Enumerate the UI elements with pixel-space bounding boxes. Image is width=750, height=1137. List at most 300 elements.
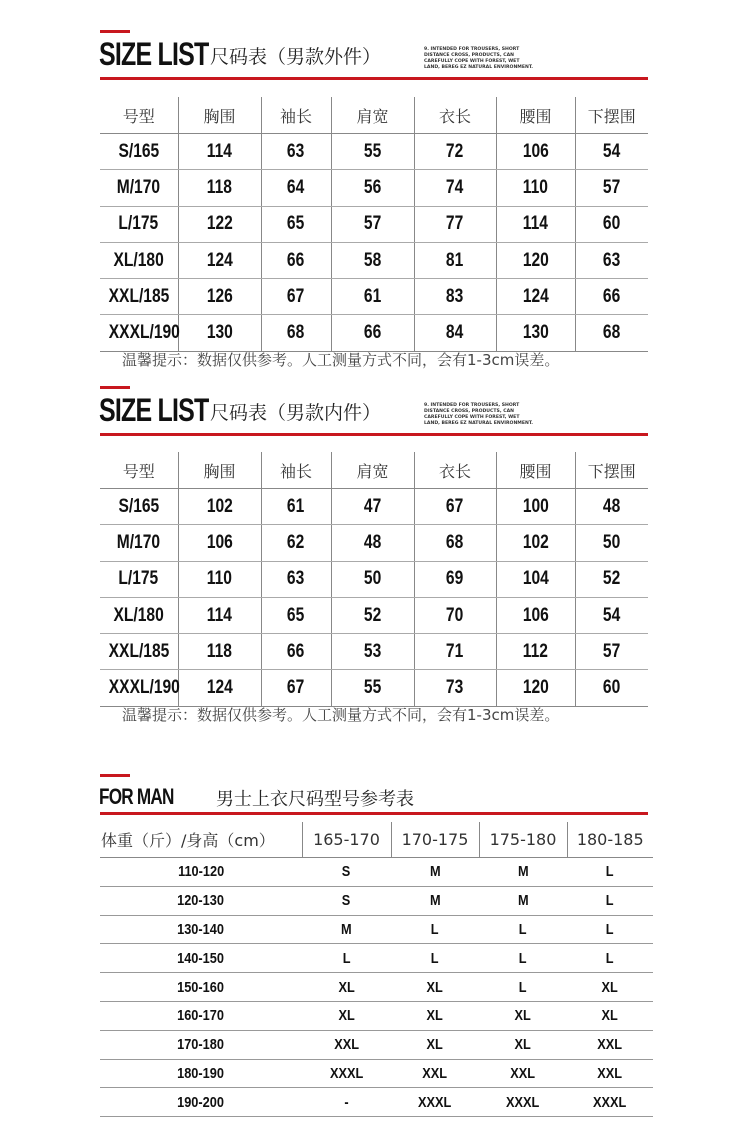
cell-value: XL <box>601 978 619 996</box>
cell-value: L <box>606 892 614 910</box>
men-reference-table <box>100 822 653 1117</box>
table-row <box>100 1030 653 1059</box>
table-cell <box>575 242 648 278</box>
table-cell <box>261 134 331 170</box>
cell-value: 54 <box>603 604 621 626</box>
column-header: 肩宽 <box>331 97 414 134</box>
table-cell <box>567 915 653 944</box>
row-label-cell <box>100 944 302 973</box>
table-cell <box>567 1030 653 1059</box>
cell-value: L <box>606 949 614 967</box>
table-cell <box>496 634 575 670</box>
cell-value: 63 <box>287 568 305 590</box>
table-cell <box>391 973 479 1002</box>
cell-value: XXXL/190 <box>108 677 180 699</box>
table-cell <box>331 315 414 351</box>
table-cell <box>414 242 496 278</box>
cell-value: L <box>519 949 527 967</box>
table-row <box>100 973 653 1002</box>
cell-value: XXL/185 <box>108 285 170 307</box>
table-cell <box>567 858 653 887</box>
table-cell <box>414 489 496 525</box>
row-label-cell <box>100 206 178 242</box>
table-cell <box>479 858 567 887</box>
table-cell <box>496 242 575 278</box>
cell-value: 130 <box>522 322 549 344</box>
cell-value: XL <box>514 1036 532 1054</box>
cell-value: 102 <box>206 495 233 517</box>
cell-value: 67 <box>287 677 305 699</box>
cell-value: 124 <box>206 677 233 699</box>
table-cell <box>496 597 575 633</box>
cell-value: S <box>342 892 351 910</box>
cell-value: XL/180 <box>113 604 164 626</box>
table-cell <box>178 561 261 597</box>
cell-value: 70 <box>446 604 464 626</box>
table-cell <box>261 489 331 525</box>
table-cell <box>178 597 261 633</box>
cell-value: 69 <box>446 568 464 590</box>
table-cell <box>261 170 331 206</box>
cell-value: 118 <box>206 640 233 662</box>
cell-value: XL <box>426 978 444 996</box>
cell-value: 102 <box>522 531 549 553</box>
table-cell <box>391 886 479 915</box>
table-cell <box>567 944 653 973</box>
cell-value: XXXL <box>593 1093 627 1111</box>
section-brand: FOR MAN <box>99 784 174 809</box>
table-cell <box>302 886 391 915</box>
table-cell <box>391 1088 479 1117</box>
cell-value: L <box>519 920 527 938</box>
table-cell <box>261 242 331 278</box>
table-cell <box>178 242 261 278</box>
cell-value: 58 <box>363 249 382 271</box>
table-cell <box>178 315 261 351</box>
cell-value: XXXL/190 <box>108 322 180 344</box>
cell-value: L <box>606 863 614 881</box>
row-label-cell <box>100 525 178 561</box>
cell-value: XL <box>601 1007 619 1025</box>
table-cell <box>414 170 496 206</box>
table-cell <box>331 489 414 525</box>
table-cell <box>331 206 414 242</box>
column-header: 腰围 <box>496 97 575 134</box>
column-header: 袖长 <box>261 97 331 134</box>
cell-value: 150-160 <box>177 978 225 996</box>
table-cell <box>414 206 496 242</box>
cell-value: 120 <box>522 677 549 699</box>
size-table-inner <box>100 452 648 707</box>
cell-value: 71 <box>446 640 464 662</box>
accent-bar <box>100 386 130 389</box>
cell-value: 55 <box>363 140 382 162</box>
row-label-cell <box>100 634 178 670</box>
red-rule <box>100 433 648 436</box>
table-cell <box>178 489 261 525</box>
cell-value: L/175 <box>118 213 159 235</box>
cell-value: 110 <box>206 568 233 590</box>
cell-value: 68 <box>603 322 621 344</box>
table-row <box>100 1088 653 1117</box>
table-cell <box>414 279 496 315</box>
cell-value: 60 <box>603 213 621 235</box>
cell-value: 72 <box>446 140 464 162</box>
cell-value: XL <box>426 1036 444 1054</box>
table-row <box>100 489 648 525</box>
column-header: 体重（斤）/身高（cm） <box>100 822 302 858</box>
table-cell <box>331 670 414 706</box>
cell-value: M <box>429 892 441 910</box>
table-cell <box>479 1001 567 1030</box>
row-label-cell <box>100 597 178 633</box>
table-cell <box>479 1088 567 1117</box>
row-label-cell <box>100 1088 302 1117</box>
cell-value: 47 <box>363 495 382 517</box>
fine-print: 9. INTENDED FOR TROUSERS, SHORT DISTANCE CROSS, PRODUCTS, CAN CAREFULLY COPE WITH FOREST, WET LAND, BEREG EZ NATURAL ENVIRONMENT. <box>424 403 534 426</box>
table-row <box>100 315 648 351</box>
table-cell <box>302 944 391 973</box>
row-label-cell <box>100 170 178 206</box>
cell-value: 50 <box>603 531 621 553</box>
cell-value: 100 <box>522 495 549 517</box>
cell-value: 61 <box>287 495 305 517</box>
cell-value: 74 <box>446 176 464 198</box>
column-header: 袖长 <box>261 452 331 489</box>
column-header: 衣长 <box>414 452 496 489</box>
table-row <box>100 206 648 242</box>
table-cell <box>567 1059 653 1088</box>
table-cell <box>178 279 261 315</box>
table-cell <box>391 944 479 973</box>
row-label-cell <box>100 670 178 706</box>
cell-value: 57 <box>363 213 382 235</box>
cell-value: S <box>342 863 351 881</box>
table-row <box>100 134 648 170</box>
cell-value: XXXL <box>506 1093 540 1111</box>
cell-value: 126 <box>206 285 233 307</box>
table-cell <box>178 206 261 242</box>
table-cell <box>331 242 414 278</box>
cell-value: 83 <box>446 285 464 307</box>
cell-value: 66 <box>363 322 382 344</box>
cell-value: XL <box>338 978 355 996</box>
table-cell <box>414 315 496 351</box>
table-cell <box>575 670 648 706</box>
cell-value: 81 <box>446 249 464 271</box>
table-cell <box>331 597 414 633</box>
cell-value: 50 <box>363 568 382 590</box>
table-cell <box>302 1001 391 1030</box>
cell-value: 64 <box>287 176 305 198</box>
cell-value: XXL <box>422 1064 448 1082</box>
cell-value: 73 <box>446 677 464 699</box>
cell-value: 160-170 <box>177 1007 225 1025</box>
cell-value: 106 <box>206 531 233 553</box>
table-row <box>100 1001 653 1030</box>
measurement-note: 温馨提示：数据仅供参考。人工测量方式不同，会有1-3cm误差。 <box>122 351 560 369</box>
cell-value: 130 <box>206 322 233 344</box>
row-label-cell <box>100 915 302 944</box>
cell-value: 114 <box>206 604 233 626</box>
table-cell <box>178 634 261 670</box>
cell-value: - <box>344 1093 349 1111</box>
cell-value: 48 <box>603 495 621 517</box>
cell-value: 120-130 <box>177 892 225 910</box>
cell-value: L <box>519 978 527 996</box>
cell-value: 114 <box>206 140 233 162</box>
cell-value: 77 <box>446 213 464 235</box>
row-label-cell <box>100 489 178 525</box>
table-cell <box>479 973 567 1002</box>
table-cell <box>178 525 261 561</box>
table-cell <box>575 561 648 597</box>
table-cell <box>496 561 575 597</box>
cell-value: 106 <box>522 140 549 162</box>
section-subtitle: 尺码表（男款外件） <box>210 46 382 68</box>
table-row <box>100 915 653 944</box>
cell-value: 112 <box>522 640 549 662</box>
table-row <box>100 634 648 670</box>
column-header: 180-185 <box>567 822 653 858</box>
table-row <box>100 561 648 597</box>
cell-value: 110-120 <box>177 863 225 881</box>
cell-value: L/175 <box>118 568 159 590</box>
table-cell <box>575 206 648 242</box>
cell-value: 67 <box>446 495 464 517</box>
cell-value: 84 <box>446 322 464 344</box>
table-cell <box>331 170 414 206</box>
table-cell <box>567 886 653 915</box>
table-cell <box>391 1001 479 1030</box>
table-cell <box>575 525 648 561</box>
table-row <box>100 1059 653 1088</box>
table-cell <box>178 134 261 170</box>
table-row <box>100 242 648 278</box>
cell-value: L <box>606 920 614 938</box>
table-cell <box>575 279 648 315</box>
cell-value: 120 <box>522 249 549 271</box>
cell-value: 130-140 <box>177 920 225 938</box>
table-row <box>100 670 648 706</box>
table-cell <box>479 1059 567 1088</box>
column-header: 号型 <box>100 452 178 489</box>
table-cell <box>261 525 331 561</box>
table-cell <box>414 634 496 670</box>
table-cell <box>302 858 391 887</box>
table-cell <box>261 670 331 706</box>
cell-value: XXL <box>510 1064 536 1082</box>
table-row <box>100 858 653 887</box>
table-cell <box>575 170 648 206</box>
cell-value: 114 <box>522 213 549 235</box>
section-subtitle: 男士上衣尺码型号参考表 <box>216 789 414 810</box>
cell-value: XXXL <box>418 1093 452 1111</box>
cell-value: XXL <box>334 1036 359 1054</box>
table-cell <box>261 206 331 242</box>
table-cell <box>414 597 496 633</box>
cell-value: XXL <box>597 1064 623 1082</box>
cell-value: 110 <box>522 176 549 198</box>
column-header: 下摆围 <box>575 97 648 134</box>
cell-value: 62 <box>287 531 305 553</box>
table-cell <box>496 525 575 561</box>
table-cell <box>261 315 331 351</box>
measurement-note: 温馨提示：数据仅供参考。人工测量方式不同，会有1-3cm误差。 <box>122 706 560 724</box>
cell-value: 61 <box>363 285 382 307</box>
row-label-cell <box>100 886 302 915</box>
table-row <box>100 597 648 633</box>
cell-value: 68 <box>446 531 464 553</box>
cell-value: XXXL <box>329 1064 364 1082</box>
cell-value: 54 <box>603 140 621 162</box>
table-cell <box>496 170 575 206</box>
row-label-cell <box>100 134 178 170</box>
table-cell <box>414 134 496 170</box>
cell-value: XL/180 <box>113 249 164 271</box>
row-label-cell <box>100 242 178 278</box>
cell-value: M/170 <box>117 176 161 198</box>
table-cell <box>496 315 575 351</box>
column-header: 胸围 <box>178 97 261 134</box>
cell-value: 104 <box>522 568 549 590</box>
table-cell <box>331 561 414 597</box>
size-table-outer <box>100 97 648 352</box>
row-label-cell <box>100 973 302 1002</box>
table-cell <box>391 915 479 944</box>
section-subtitle: 尺码表（男款内件） <box>210 402 382 424</box>
column-header: 腰围 <box>496 452 575 489</box>
accent-bar <box>100 774 130 777</box>
table-cell <box>575 315 648 351</box>
table-cell <box>414 670 496 706</box>
cell-value: XL <box>426 1007 444 1025</box>
cell-value: 66 <box>287 249 305 271</box>
table-cell <box>575 489 648 525</box>
table-row <box>100 170 648 206</box>
cell-value: XL <box>338 1007 355 1025</box>
cell-value: XXL/185 <box>108 640 170 662</box>
cell-value: 68 <box>287 322 305 344</box>
cell-value: M <box>517 892 529 910</box>
table-cell <box>331 634 414 670</box>
cell-value: 170-180 <box>177 1036 225 1054</box>
cell-value: 124 <box>206 249 233 271</box>
cell-value: 56 <box>363 176 382 198</box>
table-cell <box>575 634 648 670</box>
cell-value: 106 <box>522 604 549 626</box>
cell-value: XL <box>514 1007 532 1025</box>
cell-value: 65 <box>287 213 305 235</box>
cell-value: L <box>431 949 439 967</box>
column-header: 衣长 <box>414 97 496 134</box>
cell-value: M/170 <box>117 531 161 553</box>
table-cell <box>261 561 331 597</box>
table-row <box>100 886 653 915</box>
cell-value: L <box>342 949 351 967</box>
table-cell <box>391 1059 479 1088</box>
column-header: 肩宽 <box>331 452 414 489</box>
column-header: 165-170 <box>302 822 391 858</box>
table-cell <box>567 1088 653 1117</box>
cell-value: 124 <box>522 285 549 307</box>
table-cell <box>567 973 653 1002</box>
table-cell <box>479 944 567 973</box>
table-cell <box>414 525 496 561</box>
column-header: 号型 <box>100 97 178 134</box>
cell-value: 52 <box>363 604 382 626</box>
table-row <box>100 525 648 561</box>
cell-value: 63 <box>603 249 621 271</box>
red-rule <box>100 812 648 815</box>
cell-value: M <box>517 863 529 881</box>
table-row <box>100 944 653 973</box>
column-header: 胸围 <box>178 452 261 489</box>
table-cell <box>261 279 331 315</box>
table-cell <box>575 597 648 633</box>
cell-value: 67 <box>287 285 305 307</box>
table-cell <box>391 858 479 887</box>
table-cell <box>302 973 391 1002</box>
table-cell <box>479 886 567 915</box>
cell-value: S/165 <box>118 495 160 517</box>
cell-value: 52 <box>603 568 621 590</box>
table-cell <box>302 1030 391 1059</box>
table-cell <box>178 170 261 206</box>
table-cell <box>302 915 391 944</box>
cell-value: 122 <box>206 213 233 235</box>
table-cell <box>496 206 575 242</box>
row-label-cell <box>100 1030 302 1059</box>
table-cell <box>496 279 575 315</box>
fine-print: 9. INTENDED FOR TROUSERS, SHORT DISTANCE CROSS, PRODUCTS, CAN CAREFULLY COPE WITH FOREST, WET LAND, BEREG EZ NATURAL ENVIRONMENT. <box>424 47 534 70</box>
cell-value: 180-190 <box>177 1064 225 1082</box>
table-cell <box>331 525 414 561</box>
table-cell <box>261 634 331 670</box>
table-cell <box>331 134 414 170</box>
table-cell <box>302 1088 391 1117</box>
cell-value: 55 <box>363 677 382 699</box>
cell-value: L <box>431 920 439 938</box>
table-cell <box>479 1030 567 1059</box>
cell-value: 53 <box>363 640 382 662</box>
table-cell <box>496 489 575 525</box>
cell-value: 57 <box>603 640 621 662</box>
cell-value: 60 <box>603 677 621 699</box>
cell-value: 63 <box>287 140 305 162</box>
row-label-cell <box>100 1001 302 1030</box>
row-label-cell <box>100 279 178 315</box>
column-header: 下摆围 <box>575 452 648 489</box>
cell-value: 65 <box>287 604 305 626</box>
cell-value: 66 <box>287 640 305 662</box>
table-cell <box>331 279 414 315</box>
table-cell <box>479 915 567 944</box>
cell-value: S/165 <box>118 140 160 162</box>
column-header: 170-175 <box>391 822 479 858</box>
row-label-cell <box>100 315 178 351</box>
table-cell <box>391 1030 479 1059</box>
cell-value: 48 <box>363 531 382 553</box>
cell-value: XXL <box>597 1036 623 1054</box>
table-cell <box>414 561 496 597</box>
cell-value: 118 <box>206 176 233 198</box>
row-label-cell <box>100 858 302 887</box>
table-cell <box>178 670 261 706</box>
table-row <box>100 279 648 315</box>
row-label-cell <box>100 1059 302 1088</box>
cell-value: M <box>429 863 441 881</box>
